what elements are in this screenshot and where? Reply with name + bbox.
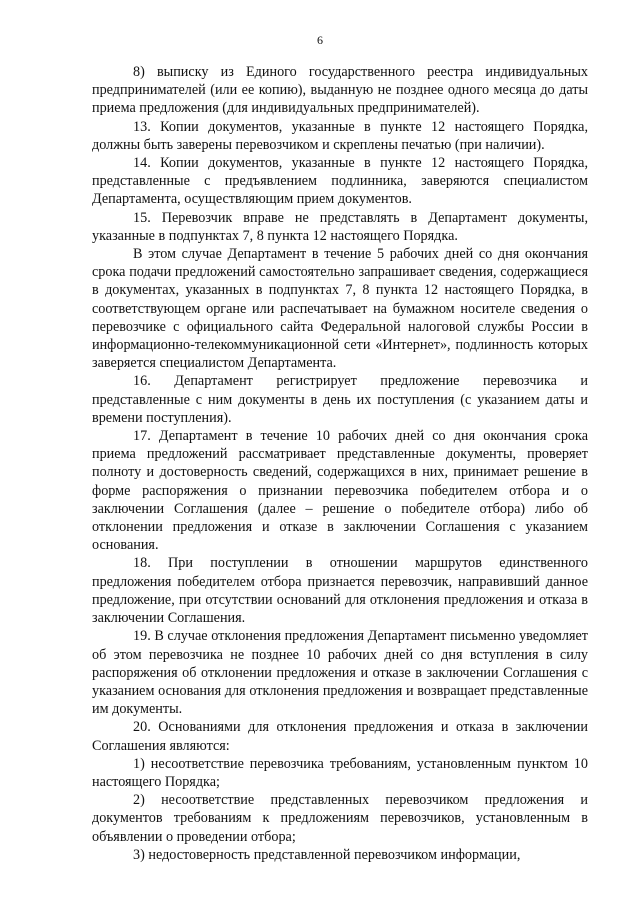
- page-number: 6: [317, 33, 323, 47]
- paragraph-20: 20. Основаниями для отклонения предложения и отказа в заключении Соглашения являются:: [92, 719, 588, 754]
- paragraph-19: 19. В случае отклонения предложения Департамент письменно уведомляет об этом перевозчика не позднее 10 рабочих дней со дня вступления в силу распоряжения об отклонении предложения и отказе в заключении Соглашения с указанием основания для отклонения предложения и возвращает представленные им документы.: [92, 628, 588, 718]
- document-body: [92, 63, 588, 864]
- paragraph-14: 14. Копии документов, указанные в пункте 12 настоящего Порядка, представленные с предъявлением подлинника, заверяются специалистом Департамента, осуществляющим прием документов.: [92, 155, 588, 208]
- paragraph-sub-8: 8) выписку из Единого государственного реестра индивидуальных предпринимателей (или ее копию), выданную не позднее одного месяца до даты приема предложения (для индивидуальных предпринимателей).: [92, 64, 588, 117]
- paragraph-13: 13. Копии документов, указанные в пункте 12 настоящего Порядка, должны быть заверены перевозчиком и скреплены печатью (при наличии).: [92, 118, 588, 153]
- paragraph-20-item-2: 2) несоответствие представленных перевозчиком предложения и документов требованиям к предложениям перевозчиков, установленным в объявлении о проведении отбора;: [92, 792, 588, 845]
- paragraph-20-item-1: 1) несоответствие перевозчика требованиям, установленным пунктом 10 настоящего Порядка;: [92, 755, 588, 790]
- paragraph-15: 15. Перевозчик вправе не представлять в Департамент документы, указанные в подпунктах 7, 8 пункта 12 настоящего Порядка.: [92, 209, 588, 244]
- paragraph-18: 18. При поступлении в отношении маршрутов единственного предложения победителем отбора признается перевозчик, направивший данное предложение, при отсутствии оснований для отклонения предложения и отказа в заключении Соглашения.: [92, 555, 588, 627]
- paragraph-15-continued: В этом случае Департамент в течение 5 рабочих дней со дня окончания срока подачи предложений самостоятельно запрашивает сведения, содержащиеся в документах, указанных в подпунктах 7, 8 пункта 12 настоящего Порядка, в соответствующем органе или распечатывает на бумажном носителе сведения о перевозчике с официального сайта Федеральной налоговой службы России в информационно-телекоммуникационной сети «Интернет», подлинность которых заверяется специалистом Департамента.: [92, 246, 588, 372]
- paragraph-20-item-3: 3) недостоверность представленной перевозчиком информации,: [133, 846, 521, 863]
- paragraph-16: 16. Департамент регистрирует предложение перевозчика и представленные с ним документы в день их поступления (с указанием даты и времени поступления).: [92, 373, 588, 426]
- paragraph-17: 17. Департамент в течение 10 рабочих дней со дня окончания срока приема предложений рассматривает представленные документы, проверяет полноту и достоверность сведений, содержащихся в них, принимает решение в форме распоряжения о признании перевозчика победителем отбора и о заключении Соглашения (далее – решение о победителе отбора) либо об отклонении предложения и отказе в заключении Соглашения с указанием основания.: [92, 428, 588, 554]
